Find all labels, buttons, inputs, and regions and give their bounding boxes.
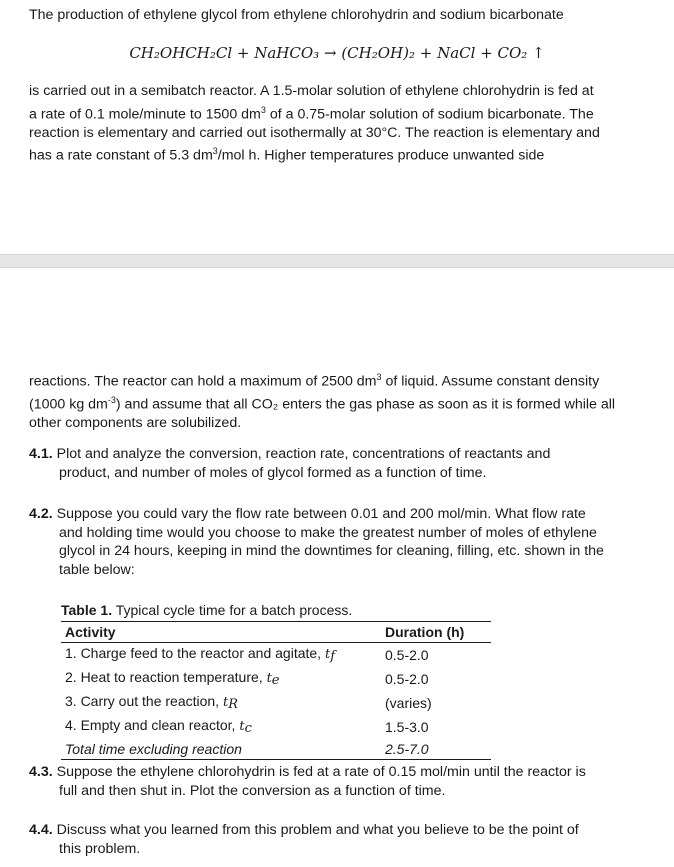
table-row: 2. Heat to reaction temperature, te 0.5-2.0 — [65, 669, 429, 688]
question-4-4: 4.4. Discuss what you learned from this problem and what you believe to be the point of this problem. — [29, 822, 579, 857]
page-break-divider — [0, 254, 674, 268]
para1-line-1: is carried out in a semibatch reactor. A 1.5-molar solution of ethylene chlorohydrin is fed at — [29, 83, 594, 99]
column-header-duration: Duration (h) — [381, 622, 491, 643]
para1-line-2: a rate of 0.1 mole/minute to 1500 $dm^3$ of a 0.75-molar solution of sodium bicarbonate. The — [29, 104, 594, 123]
table-row: 3. Carry out the reaction, tR (varies) — [65, 693, 432, 712]
problem-paragraph-1 — [29, 82, 644, 165]
question-4-2: 4.2. Suppose you could vary the flow rate between 0.01 and 200 mol/min. What flow rate and holding time would you choose to make the greatest number of moles of ethylene glycol in 24 hours, keeping in mind the downtimes for cleaning, filling, etc. shown in the table below: — [29, 506, 604, 578]
equation-lhs: CH₂OHCH₂Cl + NaHCO₃ — [129, 44, 320, 62]
para1-line-4: has a rate constant of 5.3 $dm^3$/mol h. Higher temperatures produce unwanted side — [29, 146, 545, 164]
para2-line-1: reactions. The reactor can hold a maximum of 2500 $dm^3$ of liquid. Assume constant density — [29, 372, 600, 390]
table-caption: Table 1. Typical cycle time for a batch process. — [61, 602, 353, 618]
question-4-3: 4.3. Suppose the ethylene chlorohydrin is fed at a rate of 0.15 mol/min until the reactor is full and then shut in. Plot the conversion as a function of time. — [29, 764, 586, 799]
table-row: 1. Charge feed to the reactor and agitate, tf 0.5-2.0 — [65, 645, 429, 664]
column-header-activity: Activity — [61, 622, 381, 643]
table-total-row: Total time excluding reaction 2.5-7.0 — [61, 739, 491, 760]
equation-arrow: → — [323, 44, 337, 62]
intro-line: The production of ethylene glycol from ethylene chlorohydrin and sodium bicarbonate — [29, 7, 564, 23]
para2-line-3: other components are solubilized. — [29, 415, 242, 432]
cycle-time-table — [61, 621, 491, 760]
table-row: 4. Empty and clean reactor, tc 1.5-3.0 — [65, 717, 429, 736]
question-4-1: 4.1. Plot and analyze the conversion, reaction rate, concentrations of reactants and product, and number of moles of glycol formed as a function of time. — [29, 446, 551, 481]
reaction-equation — [0, 44, 674, 62]
equation-rhs: (CH₂OH)₂ + NaCl + CO₂ ↑ — [341, 44, 545, 62]
problem-paragraph-2 — [29, 368, 644, 433]
para1-line-3: reaction is elementary and carried out isothermally at 30°C. The reaction is elementary and — [29, 124, 600, 141]
para2-line-2: (1000 kg $dm^{-3}$) and assume that all CO₂ enters the gas phase as soon as it is formed while all — [29, 395, 616, 413]
